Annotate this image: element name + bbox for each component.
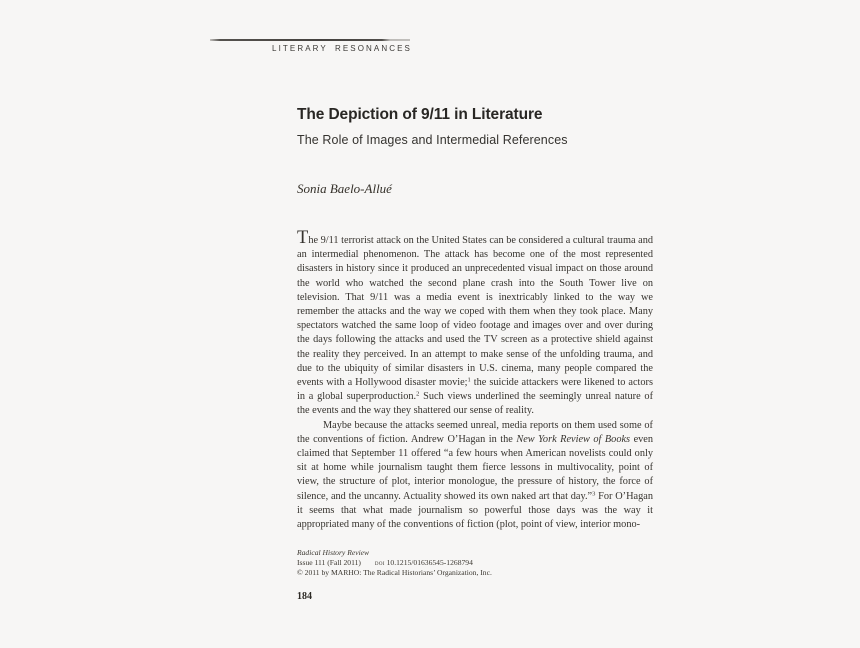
page-number: 184 (297, 591, 312, 602)
section-label: LITERARY RESONANCES (272, 44, 412, 53)
copyright-line: © 2011 by MARHO: The Radical Historians’ Organization, Inc. (297, 568, 492, 577)
body-paragraph: The 9/11 terrorist attack on the United States can be considered a cultural trauma and an intermedial phenomenon. The attack has become one of the most represented disasters in history since it produced an unprecedented visual impact on those around the world who watched the second plane crash into the South Tower live on television. That 9/11 was a media event is inextricably linked to the way we remember the attacks and the way we coped with them when they took place. Many spectators watched the same loop of video footage and images over and over during the days following the attacks and used the TV screen as a protective shield against the reality they perceived. In an attempt to make sense of the unfolding trauma, and due to the ubiquity of similar disasters in U.S. cinema, many people compared the events with a Hollywood disaster movie;$^1$ the suicide attackers were likened to actors in a global superproduction.$^2$ Such views underlined the seemingly unreal nature of the events and the way they shattered our sense of reality. (297, 228, 653, 417)
doi-label: doi (374, 558, 385, 567)
doi (375, 558, 473, 567)
issue-doi-line (297, 558, 492, 568)
journal-name: Radical History Review (297, 548, 370, 557)
article-subtitle: The Role of Images and Intermedial References (297, 133, 568, 147)
article-body (297, 228, 654, 532)
issue-info: Issue 111 (Fall 2011) (297, 558, 361, 567)
article-title: The Depiction of 9/11 in Literature (297, 106, 543, 123)
doi-value: 10.1215/01636545-1268794 (386, 558, 473, 567)
journal-imprint (297, 548, 492, 578)
section-header-rule (210, 39, 410, 41)
author-name: Sonia Baelo-Allué (297, 181, 392, 196)
body-paragraph: Maybe because the attacks seemed unreal, media reports on them used some of the conventions of fiction. Andrew O’Hagan in the New York Review of Books even claimed that September 11 offered “a few hours when American novelists could only sit at home while journalism taught them fierce lessons in multivocality, point of view, the structure of plot, interior monologue, the pressure of history, the force of silence, and the uncanny. Actuality showed its own naked art that day.”$^3$ For O’Hagan it seems that what made journalism so powerful those days was the way it appropriated many of the conventions of fiction (plot, point of view, interior mono- (297, 419, 654, 531)
